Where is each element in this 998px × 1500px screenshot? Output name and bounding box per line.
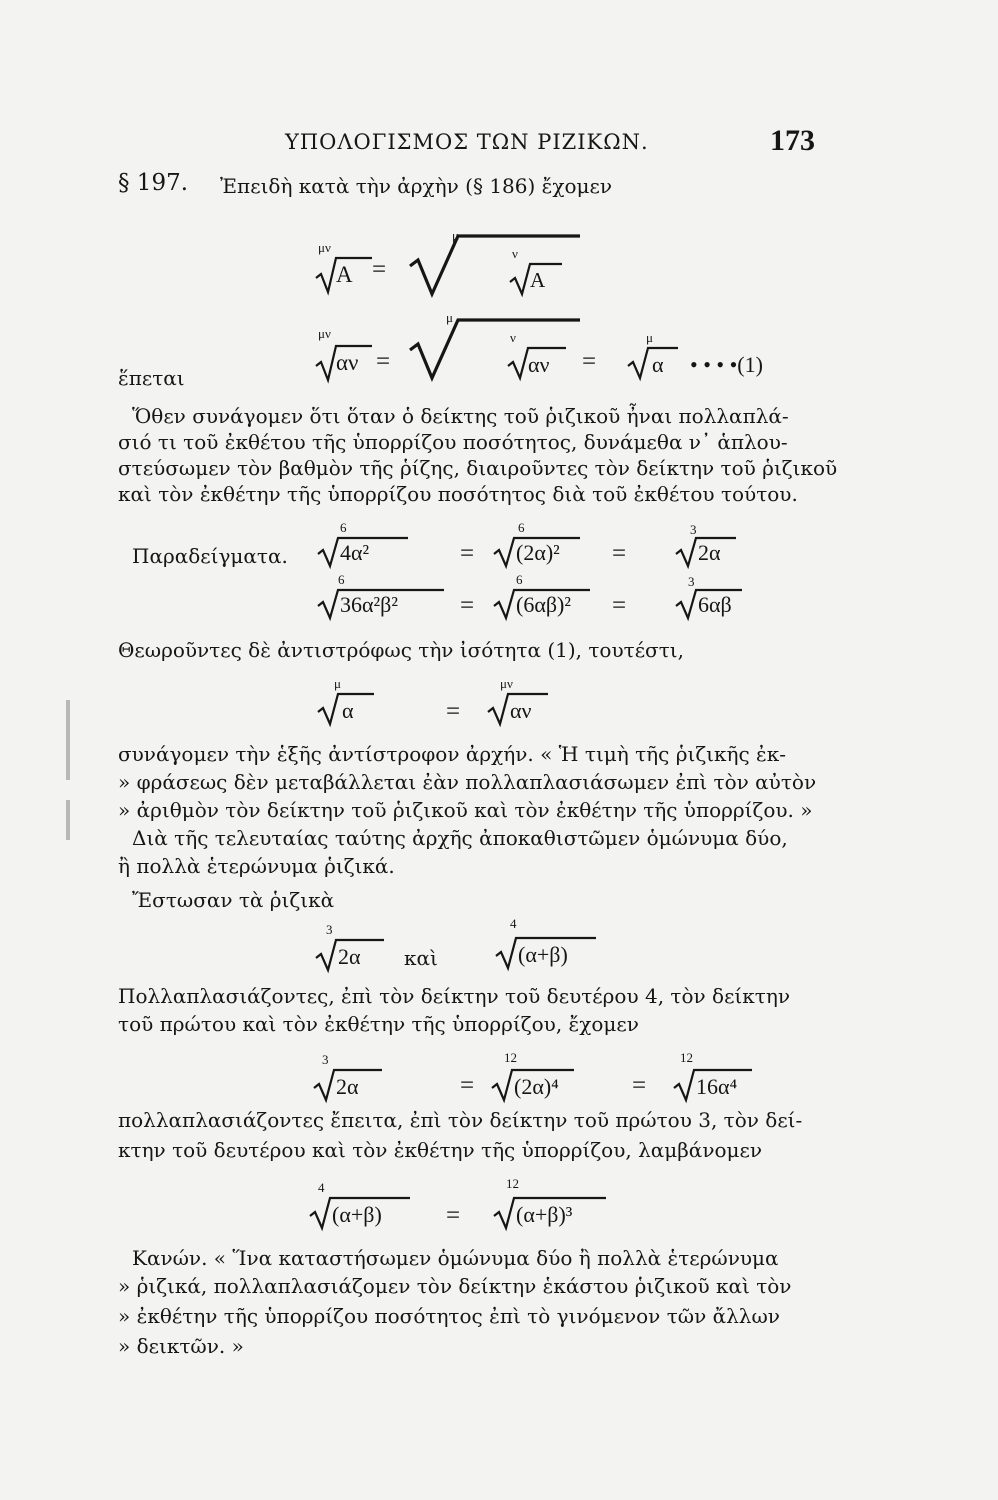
label-epetai: ἕπεται [118, 366, 185, 390]
examples-label: Παραδείγματα. [132, 544, 288, 568]
text-line: κτην τοῦ δευτέρου καὶ τὸν ἐκθέτην τῆς ὑπορρίζου, λαμβάνομεν [118, 1138, 763, 1162]
margin-mark [66, 800, 70, 840]
equals-sign: = [460, 540, 475, 567]
equals-sign: = [612, 540, 627, 567]
section-text: Ἐπειδὴ κατὰ τὴν ἀρχὴν (§ 186) ἔχομεν [220, 174, 613, 198]
equals-sign: = [612, 592, 627, 619]
radicand: (2α)⁴ [514, 1074, 559, 1099]
root-index: ν [512, 246, 518, 261]
radicand: αν [336, 350, 359, 375]
text-line: » φράσεως δὲν μεταβάλλεται ἐὰν πολλαπλασιάσωμεν ἐπὶ τὸν αὐτὸν [118, 770, 817, 794]
root-index: 12 [680, 1050, 693, 1065]
root-index: 12 [506, 1176, 519, 1191]
radicand: αν [510, 698, 532, 723]
radicand: 4α² [340, 540, 370, 565]
root-index: 3 [326, 922, 333, 937]
root-index: μ [452, 228, 459, 243]
text-line: Πολλαπλασιάζοντες, ἐπὶ τὸν δείκτην τοῦ δευτέρου 4, τὸν δείκτην [118, 984, 790, 1008]
text-line: σιό τι τοῦ ἐκθέτου τῆς ὑπορρίζου ποσότητος, δυνάμεθα ν᾽ ἁπλου- [118, 430, 788, 454]
root-index: 6 [516, 572, 523, 587]
radicand: (α+β) [332, 1202, 382, 1227]
text-line: ἢ πολλὰ ἑτερώνυμα ῥιζικά. [118, 854, 395, 878]
page-number: 173 [770, 124, 815, 157]
equals-sign: = [446, 1202, 461, 1229]
text-line: Διὰ τῆς τελευταίας ταύτης ἀρχῆς ἀποκαθιστῶμεν ὁμώνυμα δύο, [132, 826, 788, 850]
root-index: μν [500, 676, 513, 691]
radicand: (6αβ)² [516, 592, 571, 617]
radicand: 16α⁴ [696, 1074, 738, 1099]
root-index: μν [318, 240, 331, 255]
radicand: α [652, 352, 664, 377]
radicand: 2α [338, 944, 361, 969]
text-line: Θεωροῦντες δὲ ἀντιστρόφως τὴν ἰσότητα (1), τουτέστι, [118, 638, 684, 662]
text-line: » ἀριθμὸν τὸν δείκτην τοῦ ῥιζικοῦ καὶ τὸν ἐκθέτην τῆς ὑπορρίζου. » [118, 798, 813, 822]
equation-tag: • • • •(1) [690, 352, 763, 377]
text-line: » ῥιζικά, πολλαπλασιάζομεν τὸν δείκτην ἑκάστου ῥιζικοῦ καὶ τὸν [118, 1274, 792, 1298]
root-index: 6 [338, 572, 345, 587]
text-line: καὶ τὸν ἐκθέτην τῆς ὑπορρίζου ποσότητος διὰ τοῦ ἐκθέτου τούτου. [118, 482, 798, 506]
radicand: A [336, 262, 353, 287]
root-index: ν [510, 330, 516, 345]
equals-sign: = [376, 348, 391, 375]
radicand: αν [528, 352, 550, 377]
running-header: ΥΠΟΛΟΓΙΣΜΟΣ ΤΩΝ ΡΙΖΙΚΩΝ. [285, 130, 649, 154]
root-index: μ [646, 330, 653, 345]
text-line: Κανών. « Ἵνα καταστήσωμεν ὁμώνυμα δύο ἢ πολλὰ ἑτερώνυμα [132, 1246, 779, 1270]
root-index: 12 [504, 1050, 517, 1065]
equals-sign: = [372, 256, 387, 283]
text-line: Ὅθεν συνάγομεν ὅτι ὅταν ὁ δείκτης τοῦ ῥιζικοῦ ἦναι πολλαπλά- [132, 404, 789, 428]
root-index: μ [446, 310, 453, 325]
radicand: α [342, 698, 354, 723]
equals-sign: = [460, 592, 475, 619]
radicand: (α+β)³ [516, 1202, 573, 1227]
text-line: » δεικτῶν. » [118, 1334, 244, 1358]
root-index: 3 [690, 522, 697, 537]
radicand: A [530, 268, 546, 292]
root-index: 6 [340, 520, 347, 535]
text-line: συνάγομεν τὴν ἑξῆς ἀντίστροφον ἀρχήν. « Ἡ τιμὴ τῆς ῥιζικῆς ἐκ- [118, 742, 787, 766]
equals-sign: = [446, 698, 461, 725]
root-index: 4 [510, 916, 517, 931]
radicand: 36α²β² [340, 592, 398, 617]
section-number: § 197. [118, 170, 189, 196]
radicand: 2α [336, 1074, 359, 1099]
text-line: » ἐκθέτην τῆς ὑπορρίζου ποσότητος ἐπὶ τὸ γινόμενον τῶν ἄλλων [118, 1304, 780, 1328]
equals-sign: = [460, 1072, 475, 1099]
text-line: τοῦ πρώτου καὶ τὸν ἐκθέτην τῆς ὑπορρίζου, ἔχομεν [118, 1012, 639, 1036]
radicand: (2α)² [516, 540, 560, 565]
text-line: στεύσωμεν τὸν βαθμὸν τῆς ῥίζης, διαιροῦντες τὸν δείκτην τοῦ ῥιζικοῦ [118, 456, 838, 480]
radicand: 6αβ [698, 592, 732, 617]
equals-sign: = [632, 1072, 647, 1099]
root-index: 4 [318, 1180, 325, 1195]
equals-sign: = [582, 348, 597, 375]
margin-mark [66, 700, 70, 780]
root-index: μν [318, 326, 331, 341]
text-line: Ἔστωσαν τὰ ῥιζικὰ [132, 888, 335, 912]
root-index: 3 [322, 1052, 329, 1067]
radicand: 2α [698, 540, 721, 565]
text-line: πολλαπλασιάζοντες ἔπειτα, ἐπὶ τὸν δείκτην τοῦ πρώτου 3, τὸν δεί- [118, 1108, 803, 1132]
radicand: (α+β) [518, 942, 568, 967]
conjunction: καὶ [404, 946, 438, 970]
root-index: 6 [518, 520, 525, 535]
root-index: 3 [688, 574, 695, 589]
root-index: μ [334, 676, 341, 691]
